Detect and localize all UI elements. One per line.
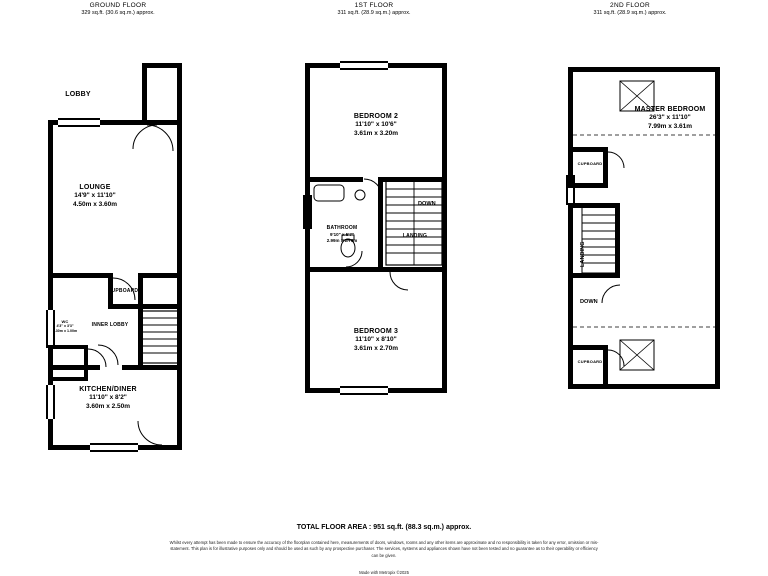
room-label-lobby: LOBBY [65, 91, 91, 98]
floor-header-second [520, 2, 740, 17]
floor-area-ground: 329 sq.ft. (30.6 sq.m.) approx. [81, 10, 155, 17]
room-label-inner-lobby: INNER LOBBY [91, 322, 129, 328]
stair-label-down-first: DOWN [418, 201, 436, 207]
disclaimer-text: Whilst every attempt has been made to ensure the accuracy of the floorplan contained here, measurements of doors, windows, rooms and any other items are approximate and no responsibility is taken for any error, omission or mis-statement. This plan is for illustrative purposes only and should be used as such by any prospective purchaser. The services, systems and appliances shown have not been tested and no guarantee as to their operability or efficiency can be given. [169, 540, 599, 558]
room-label-master-bedroom: MASTER BEDROOM 26'3" x 11'10" 7.99m x 3.61m [634, 106, 706, 131]
made-with-text: Made with Metropix ©2025 [359, 570, 409, 575]
room-label-cupboard-ground: CUPBOARD [107, 288, 139, 294]
floor-area-first: 311 sq.ft. (28.9 sq.m.) approx. [337, 10, 411, 17]
floor-header-ground [8, 2, 228, 17]
room-label-kitchen-diner: KITCHEN/DINER 11'10" x 8'2" 3.60m x 2.50m [79, 386, 137, 411]
first-floor-plan [300, 55, 470, 405]
room-label-landing-first: LANDING [402, 233, 428, 239]
room-label-cupboard-lower: CUPBOARD [577, 359, 603, 364]
ground-floor-plan [30, 55, 220, 475]
room-label-lounge: LOUNGE 14'9" x 11'10" 4.50m x 3.60m [72, 184, 118, 209]
floor-area-second: 311 sq.ft. (28.9 sq.m.) approx. [593, 10, 667, 17]
second-floor-plan [560, 55, 730, 405]
room-label-bedroom-2: BEDROOM 2 11'10" x 10'6" 3.61m x 3.20m [353, 113, 399, 138]
room-label-wc: WC 4'3" x 3'3" 1.30m x 1.00m [52, 319, 78, 334]
floor-header-first [264, 2, 484, 17]
room-label-bathroom: BATHROOM 9'10" x 5'7" 2.99m x 1.70m [326, 225, 358, 243]
room-label-landing-second: LANDING [580, 241, 586, 267]
room-label-bedroom-3: BEDROOM 3 11'10" x 8'10" 3.61m x 2.70m [353, 328, 399, 353]
floor-title-second: 2ND FLOOR [610, 2, 650, 9]
floor-title-first: 1ST FLOOR [354, 2, 394, 9]
floor-title-ground: GROUND FLOOR [89, 2, 147, 9]
room-label-cupboard-upper: CUPBOARD [577, 161, 603, 166]
stair-label-down-second: DOWN [580, 299, 598, 305]
total-floor-area: TOTAL FLOOR AREA : 951 sq.ft. (88.3 sq.m.) approx. [296, 524, 472, 531]
